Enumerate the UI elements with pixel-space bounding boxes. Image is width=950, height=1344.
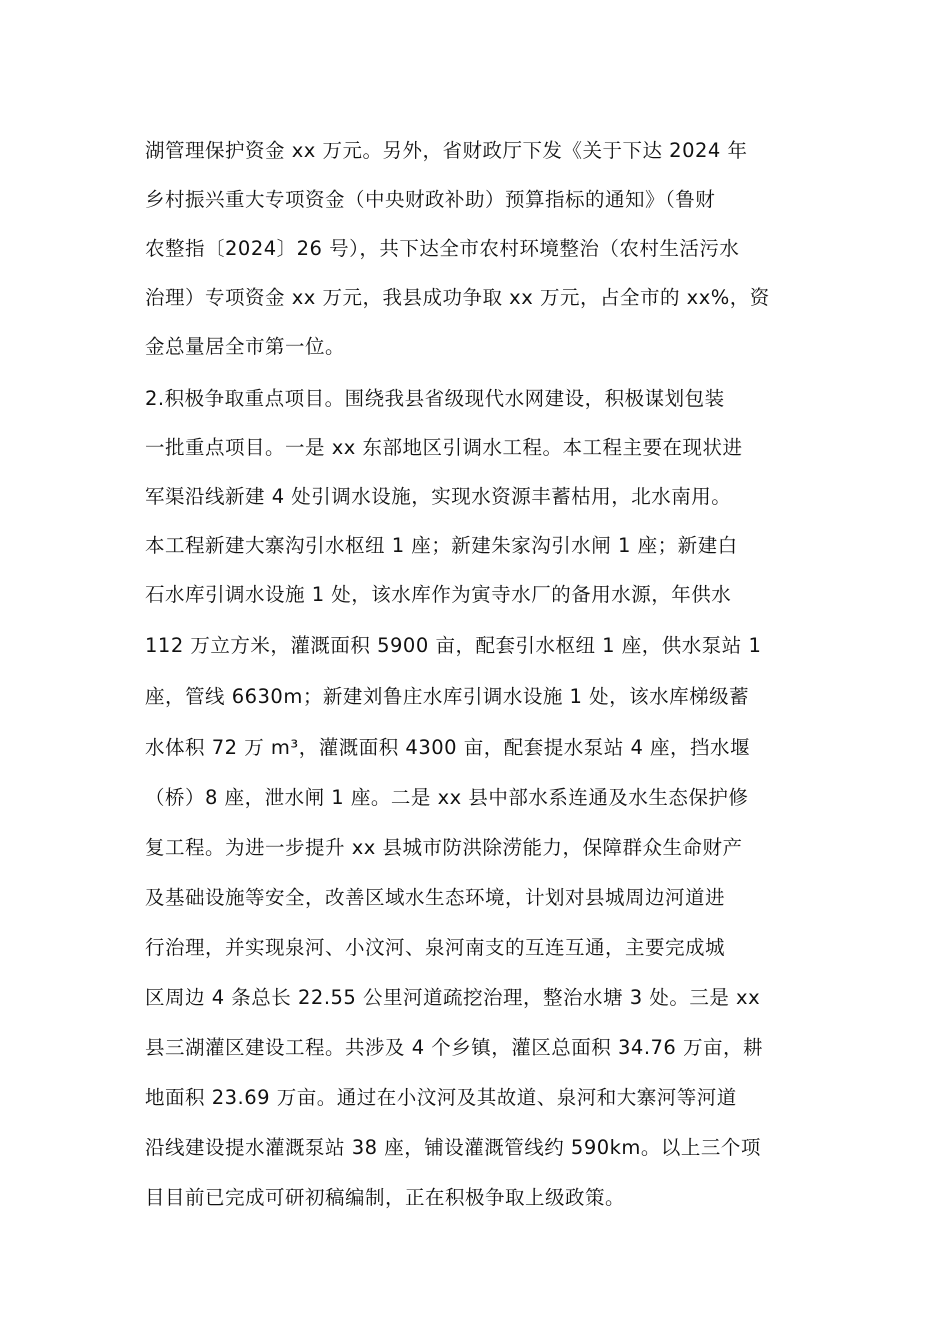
text-line: 复工程。为进一步提升 xx 县城市防洪除涝能力，保障群众生命财产 xyxy=(145,836,743,859)
text-line: 112 万立方米，灌溉面积 5900 亩，配套引水枢纽 1 座，供水泵站 1 xyxy=(145,634,762,657)
text-line: 沿线建设提水灌溉泵站 38 座，铺设灌溉管线约 590km。以上三个项 xyxy=(145,1136,761,1159)
text-line: 及基础设施等安全，改善区域水生态环境，计划对县城周边河道进 xyxy=(145,886,726,909)
text-line: 治理）专项资金 xx 万元，我县成功争取 xx 万元，占全市的 xx%，资 xyxy=(145,286,770,309)
text-line: 2.积极争取重点项目。围绕我县省级现代水网建设，积极谋划包装 xyxy=(145,387,725,410)
text-line: 农整指〔2024〕26 号），共下达全市农村环境整治（农村生活污水 xyxy=(145,237,740,260)
text-line: 金总量居全市第一位。 xyxy=(145,335,346,358)
text-line: （桥）8 座，泄水闸 1 座。二是 xx 县中部水系连通及水生态保护修 xyxy=(145,786,749,809)
text-line: 县三湖灌区建设工程。共涉及 4 个乡镇，灌区总面积 34.76 万亩，耕 xyxy=(145,1036,764,1059)
text-line: 本工程新建大寨沟引水枢纽 1 座；新建朱家沟引水闸 1 座；新建白 xyxy=(145,534,738,557)
text-line: 行治理，并实现泉河、小汶河、泉河南支的互连互通，主要完成城 xyxy=(145,936,726,959)
text-line: 目目前已完成可研初稿编制，正在积极争取上级政策。 xyxy=(145,1186,626,1209)
text-line: 地面积 23.69 万亩。通过在小汶河及其故道、泉河和大寨河等河道 xyxy=(145,1086,737,1109)
text-line: 座，管线 6630m；新建刘鲁庄水库引调水设施 1 处，该水库梯级蓄 xyxy=(145,685,750,708)
text-line: 区周边 4 条总长 22.55 公里河道疏挖治理，整治水塘 3 处。三是 xx xyxy=(145,986,761,1009)
text-line: 石水库引调水设施 1 处，该水库作为寅寺水厂的备用水源，年供水 xyxy=(145,583,732,606)
text-line: 军渠沿线新建 4 处引调水设施，实现水资源丰蓄枯用，北水南用。 xyxy=(145,485,732,508)
text-line: 水体积 72 万 m³，灌溉面积 4300 亩，配套提水泵站 4 座，挡水堰 xyxy=(145,736,751,759)
text-line: 乡村振兴重大专项资金（中央财政补助）预算指标的通知》（鲁财 xyxy=(145,188,716,211)
text-line: 一批重点项目。一是 xx 东部地区引调水工程。本工程主要在现状进 xyxy=(145,436,743,459)
text-line: 湖管理保护资金 xx 万元。另外，省财政厅下发《关于下达 2024 年 xyxy=(145,139,748,162)
